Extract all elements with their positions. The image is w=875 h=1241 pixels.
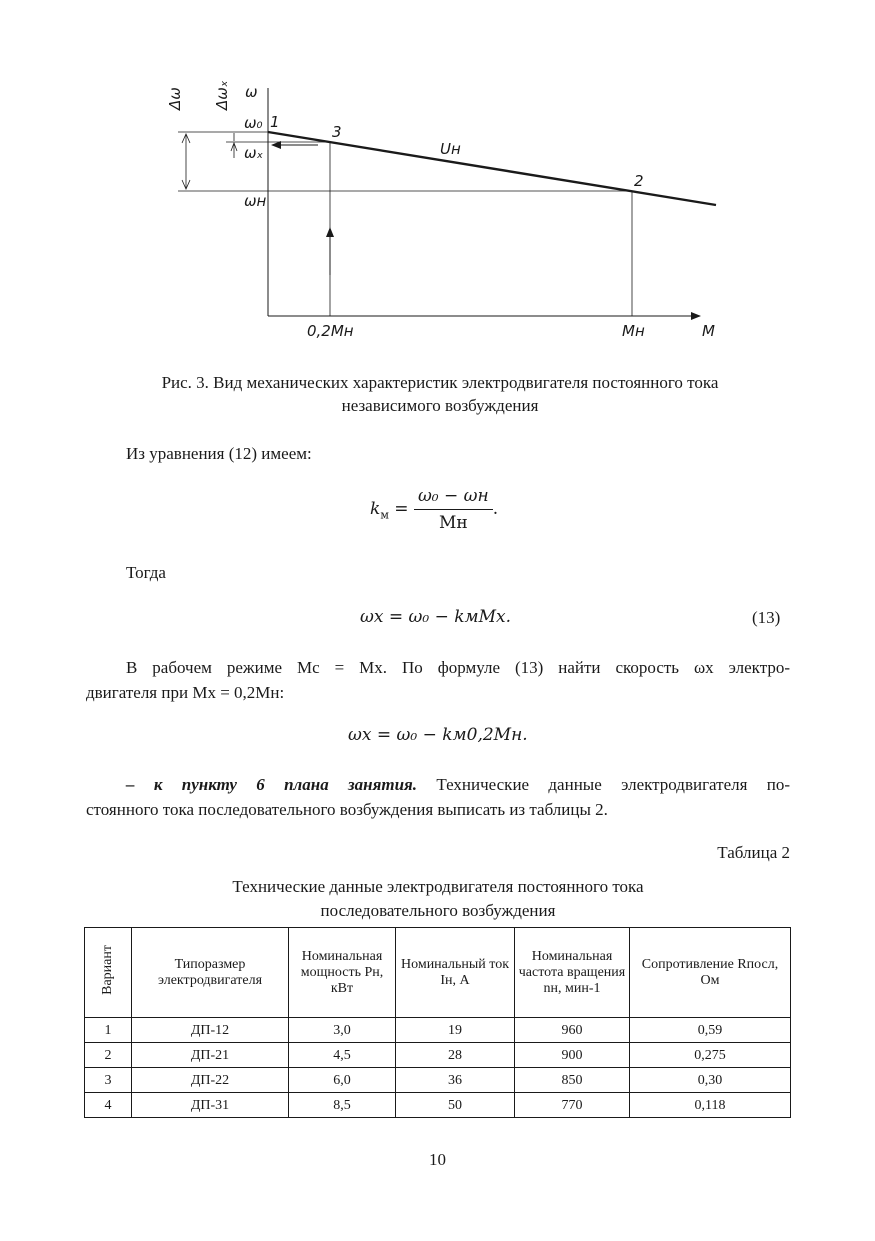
table-header-row — [85, 928, 791, 1018]
motor-data-table — [84, 927, 791, 1118]
cell-variant: 4 — [85, 1093, 132, 1118]
header-type: Типоразмер электродвигателя — [132, 928, 289, 1018]
table-row — [85, 1093, 791, 1118]
omegan-label: ωн — [244, 192, 267, 210]
cell-speed: 900 — [515, 1043, 630, 1068]
equation-number-13: (13) — [752, 608, 781, 627]
characteristic-line — [268, 132, 716, 205]
header-speed: Номинальная частота вращения nн, мин-1 — [515, 928, 630, 1018]
figure-caption — [90, 371, 790, 417]
cell-current: 28 — [396, 1043, 515, 1068]
figure-3-diagram — [0, 0, 875, 360]
cell-speed: 850 — [515, 1068, 630, 1093]
formula-omega-x-02: ωх = ω₀ − kм0,2Mн. — [348, 725, 528, 745]
cell-power: 4,5 — [289, 1043, 396, 1068]
paragraph-item-6-line-1 — [86, 772, 790, 797]
cell-variant: 2 — [85, 1043, 132, 1068]
paragraph-then: Тогда — [126, 563, 166, 582]
cell-type: ДП-21 — [132, 1043, 289, 1068]
formula-omega-x: ωх = ω₀ − kмMх. — [360, 607, 512, 627]
cell-current: 19 — [396, 1018, 515, 1043]
formula-km-numerator: ω₀ − ωн — [414, 486, 493, 510]
point-1-label: 1 — [270, 113, 280, 131]
cell-type: ДП-22 — [132, 1068, 289, 1093]
item-6-bold: – к пункту 6 плана занятия. — [126, 775, 418, 794]
header-variant: Вариант — [85, 928, 132, 1018]
formula-km-denominator: Mн — [438, 512, 468, 533]
x-label-02mn: 0,2Mн — [307, 322, 354, 340]
omegax-label: ωₓ — [244, 144, 264, 162]
cell-resistance: 0,30 — [630, 1068, 791, 1093]
axis-delta-omega-label: Δω — [166, 87, 184, 110]
caption-line-1: Рис. 3. Вид механических характеристик электродвигателя постоянного тока — [161, 373, 719, 392]
table-row — [85, 1018, 791, 1043]
table-title-line-2: последовательного возбуждения — [320, 901, 556, 920]
cell-resistance: 0,59 — [630, 1018, 791, 1043]
cell-current: 50 — [396, 1093, 515, 1118]
table-title-line-1: Технические данные электродвигателя постоянного тока — [232, 877, 644, 896]
paragraph-working-mode-line-1: В рабочем режиме Mc = Mx. По формуле (13) найти скорость ωx электро- — [126, 658, 790, 677]
caption-line-2: независимого возбуждения — [341, 396, 539, 415]
point-2-label: 2 — [634, 172, 644, 190]
formula-km-lhs: $k_м$ — [370, 499, 389, 522]
paragraph-item-6 — [86, 772, 790, 822]
cell-power: 3,0 — [289, 1018, 396, 1043]
cell-resistance: 0,275 — [630, 1043, 791, 1068]
cell-variant: 1 — [85, 1018, 132, 1043]
cell-variant: 3 — [85, 1068, 132, 1093]
item-6-rest: Технические данные электродвигателя по- — [417, 775, 791, 794]
omega0-label: ω₀ — [244, 114, 263, 132]
cell-type: ДП-12 — [132, 1018, 289, 1043]
cell-power: 6,0 — [289, 1068, 396, 1093]
cell-speed: 770 — [515, 1093, 630, 1118]
axis-omega-label: ω — [245, 83, 258, 101]
axis-delta-omegax-label: Δωₓ — [213, 80, 231, 110]
header-resistance: Сопротивление Rпосл, Ом — [630, 928, 791, 1018]
line-voltage-label: Uн — [440, 140, 461, 158]
cell-resistance: 0,118 — [630, 1093, 791, 1118]
header-power: Номинальная мощность Pн, кВт — [289, 928, 396, 1018]
paragraph-item-6-line-2: стоянного тока последовательного возбуждения выписать из таблицы 2. — [86, 800, 608, 819]
table-row — [85, 1043, 791, 1068]
cell-speed: 960 — [515, 1018, 630, 1043]
page-number: 10 — [429, 1150, 446, 1169]
paragraph-working-mode-line-2: двигателя при Mx = 0,2Mн: — [86, 683, 285, 702]
cell-current: 36 — [396, 1068, 515, 1093]
point-3-label: 3 — [332, 123, 342, 141]
x-axis-m-label: M — [702, 322, 715, 340]
paragraph-from-equation: Из уравнения (12) имеем: — [126, 444, 312, 463]
table-label: Таблица 2 — [717, 843, 790, 862]
table-row — [85, 1068, 791, 1093]
header-current: Номинальный ток Iн, А — [396, 928, 515, 1018]
cell-power: 8,5 — [289, 1093, 396, 1118]
x-label-mn: Mн — [622, 322, 645, 340]
cell-type: ДП-31 — [132, 1093, 289, 1118]
table-title — [86, 875, 790, 923]
paragraph-working-mode — [86, 655, 790, 705]
formula-km: $k_м$ = $\frac{\text{ω₀ − ωн}}{Mн}$ . — [370, 485, 499, 533]
formula-km-fraction — [414, 486, 493, 533]
